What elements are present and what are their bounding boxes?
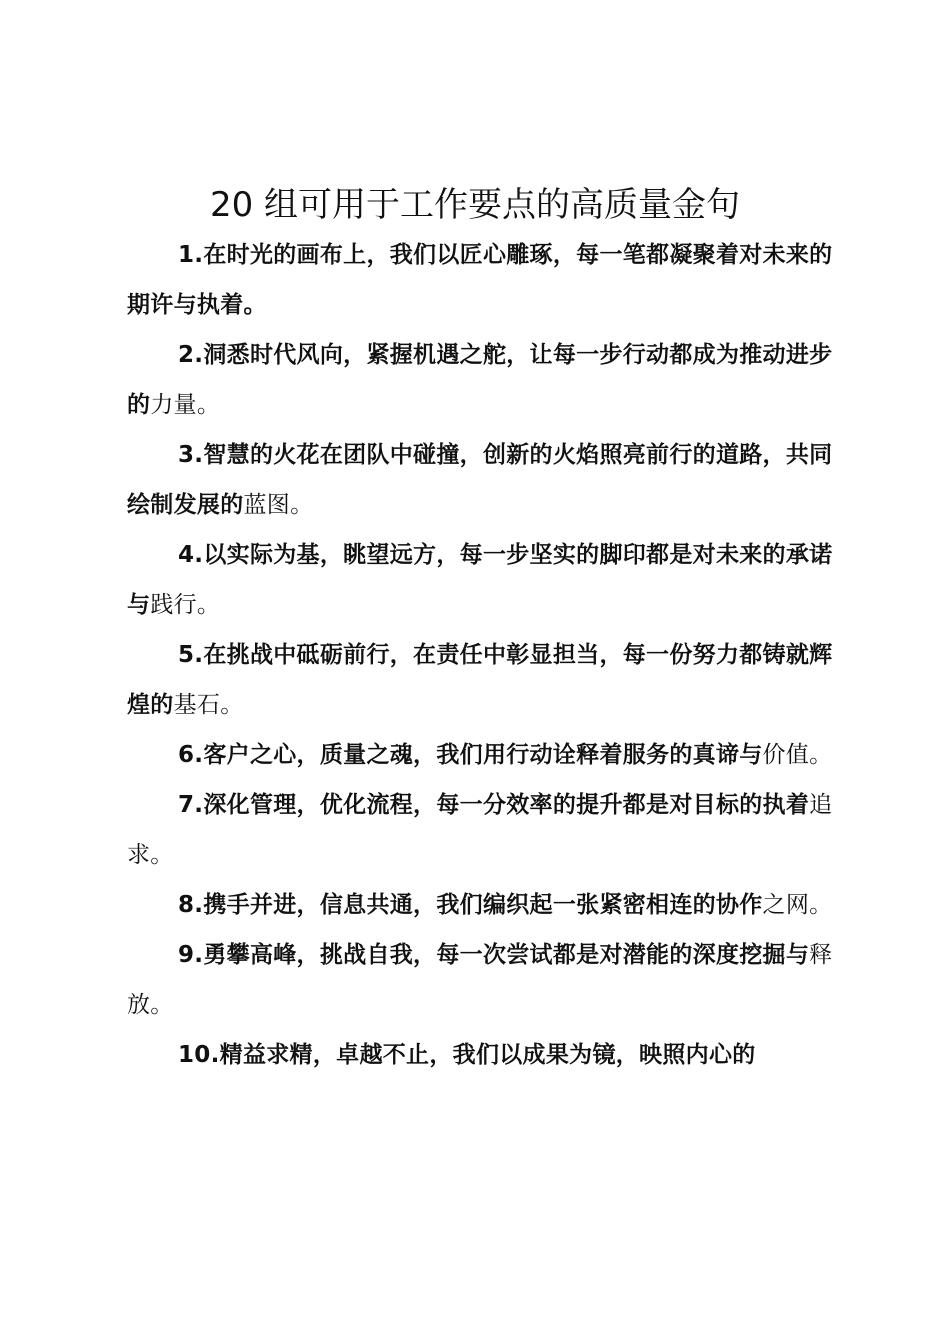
list-item — [127, 930, 847, 1030]
item-bold-text: 7.深化管理，优化流程，每一分效率的提升都是对目标的执着 — [178, 792, 810, 818]
item-bold-text: 9.勇攀高峰，挑战自我，每一次尝试都是对潜能的深度挖掘与 — [178, 942, 810, 968]
list-item — [127, 430, 847, 530]
list-item — [127, 330, 847, 430]
list-item — [127, 880, 847, 930]
item-normal-text: 蓝图。 — [243, 492, 314, 518]
item-bold-text: 6.客户之心，质量之魂，我们用行动诠释着服务的真谛与 — [178, 742, 763, 768]
item-normal-text: 力量。 — [150, 392, 221, 418]
item-normal-text: 践行。 — [150, 592, 221, 618]
item-bold-text: 1.在时光的画布上，我们以匠心雕琢，每一笔都凝聚着对未来的期许与执着。 — [127, 242, 833, 318]
item-bold-text: 3.智慧的火花在团队中碰撞，创新的火焰照亮前行的道路，共同绘制发展的 — [127, 442, 833, 518]
item-normal-text: 追求。 — [127, 792, 833, 868]
item-bold-text: 10.精益求精，卓越不止，我们以成果为镜，映照内心的 — [178, 1042, 756, 1068]
item-bold-text: 8.携手并进，信息共通，我们编织起一张紧密相连的协作 — [178, 892, 763, 918]
document-title: 20 组可用于工作要点的高质量金句 — [209, 185, 741, 225]
item-normal-text: 之网。 — [762, 892, 833, 918]
item-bold-text: 5.在挑战中砥砺前行，在责任中彰显担当，每一份努力都铸就辉煌的 — [127, 642, 833, 718]
list-item — [127, 780, 847, 880]
item-bold-text: 2.洞悉时代风向，紧握机遇之舵，让每一步行动都成为推动进步的 — [127, 342, 833, 418]
quote-list — [127, 230, 847, 1080]
item-bold-text: 4.以实际为基，眺望远方，每一步坚实的脚印都是对未来的承诺与 — [127, 542, 833, 618]
item-normal-text: 释放。 — [127, 942, 833, 1018]
list-item — [127, 230, 847, 330]
item-normal-text: 价值。 — [762, 742, 833, 768]
list-item — [127, 630, 847, 730]
list-item — [127, 530, 847, 630]
list-item — [127, 1030, 847, 1080]
item-normal-text: 基石。 — [173, 692, 244, 718]
list-item — [127, 730, 847, 780]
